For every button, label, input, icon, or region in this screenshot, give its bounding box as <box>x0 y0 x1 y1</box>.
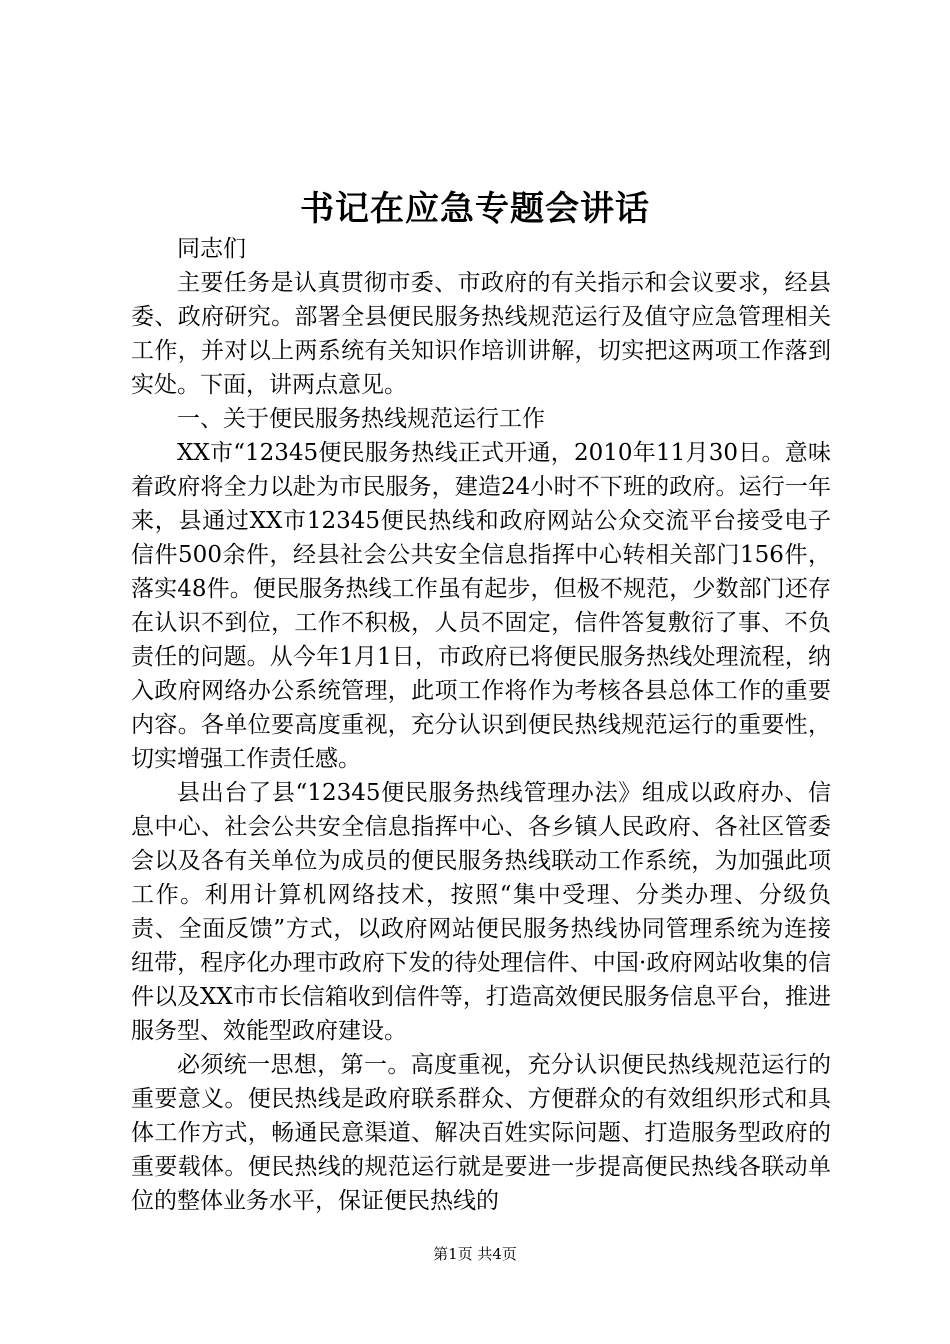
body-paragraph: 县出台了县“12345便民服务热线管理办法》组成以政府办、信息中心、社会公共安全信息指挥中心、各乡镇人民政府、各社区管委会以及各有关单位为成员的便民服务热线联动工作系统，为加强此项工作。利用计算机网络技术，按照“集中受理、分类办理、分级负责、全面反馈”方式，以政府网站便民服务热线协同管理系统为连接纽带，程序化办理市政府下发的待处理信件、中国·政府网站收集的信件以及XX市市长信箱收到信件等，打造高效便民服务信息平台，推进服务型、效能型政府建设。 <box>131 780 831 1044</box>
document-title: 书记在应急专题会讲话 <box>300 189 650 229</box>
document-body <box>131 232 831 1218</box>
body-paragraph: XX市“12345便民服务热线正式开通，2010年11月30日。意味着政府将全力以赴为市民服务，建造24小时不下班的政府。运行一年来，县通过XX市12345便民热线和政府网站公众交流平台接受电子信件500余件，经县社会公共安全信息指挥中心转相关部门156件，落实48件。便民服务热线工作虽有起步，但极不规范，少数部门还存在认识不到位，工作不积极，人员不固定，信件答复敷衍了事、不负责任的问题。从今年1月1日，市政府已将便民服务热线处理流程，纳入政府网络办公系统管理，此项工作将作为考核各县总体工作的重要内容。各单位要高度重视，充分认识到便民热线规范运行的重要性，切实增强工作责任感。 <box>131 440 831 772</box>
section-heading-1: 一、关于便民服务热线规范运行工作 <box>177 406 545 432</box>
intro-paragraph: 主要任务是认真贯彻市委、市政府的有关指示和会议要求，经县委、政府研究。部署全县便民服务热线规范运行及值守应急管理相关工作，并对以上两系统有关知识作培训讲解，切实把这两项工作落到实处。下面，讲两点意见。 <box>131 270 831 398</box>
body-paragraph: 必须统一思想，第一。高度重视，充分认识便民热线规范运行的重要意义。便民热线是政府联系群众、方便群众的有效组织形式和具体工作方式，畅通民意渠道、解决百姓实际问题、打造服务型政府的重要载体。便民热线的规范运行就是要进一步提高便民热线各联动单位的整体业务水平，保证便民热线的 <box>131 1052 831 1214</box>
page-footer: 第1页 共4页 <box>433 1245 517 1263</box>
salutation-paragraph: 同志们 <box>177 236 246 262</box>
